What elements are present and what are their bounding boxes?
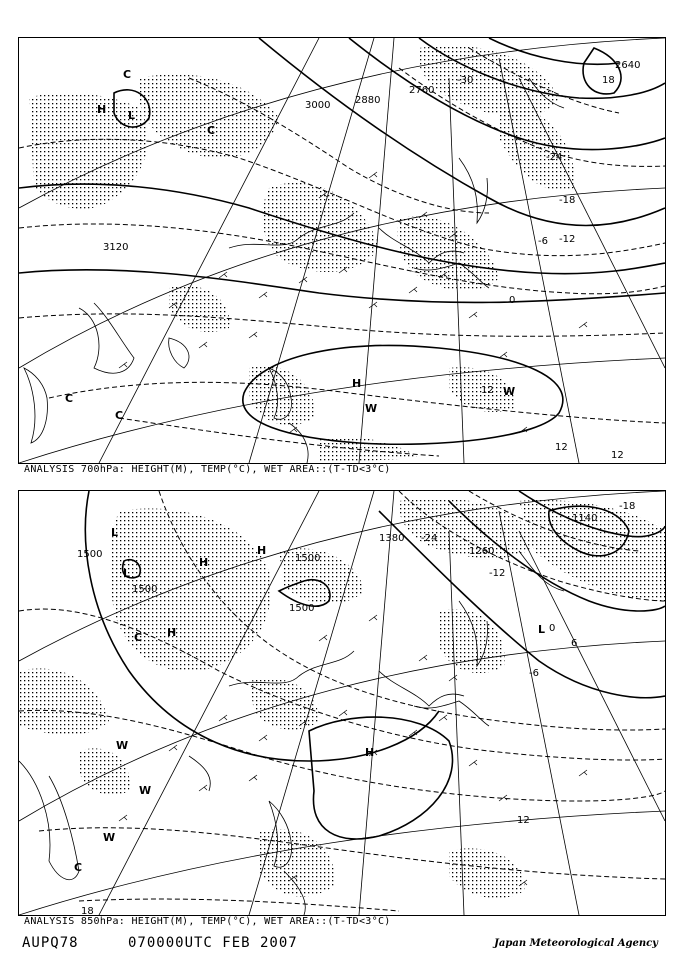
- center-marker: C: [74, 861, 83, 874]
- temp-label: 12: [611, 450, 624, 461]
- temp-label: 12: [555, 442, 568, 453]
- center-marker: L: [128, 109, 136, 122]
- height-label: 1500: [77, 549, 103, 560]
- height-label: 1380: [379, 533, 405, 544]
- height-label: 3000: [305, 100, 331, 111]
- temp-label: -12: [489, 568, 506, 579]
- height-label: 1500: [295, 553, 321, 564]
- center-marker: L: [538, 623, 546, 636]
- panel-700-caption: ANALYSIS 700hPa: HEIGHT(M), TEMP(°C), WET AREA::(T-TD<3°C): [24, 464, 391, 475]
- map-panel-850hpa: [18, 490, 666, 916]
- center-marker: H: [97, 103, 107, 116]
- temp-label: 18: [602, 75, 615, 86]
- map-700hpa-svg: [19, 38, 665, 463]
- center-marker: L: [123, 567, 131, 580]
- height-label: 1260: [469, 546, 495, 557]
- center-marker: W: [365, 402, 378, 415]
- agency-name: Japan Meteorological Agency: [494, 938, 658, 949]
- height-label: 1500: [289, 603, 315, 614]
- temp-label: 18: [81, 906, 94, 915]
- center-marker: H: [352, 377, 362, 390]
- center-marker: H: [365, 746, 375, 759]
- temp-label: -12: [559, 234, 576, 245]
- center-marker: C: [207, 124, 216, 137]
- temp-label: 12: [517, 815, 530, 826]
- panel-850-caption: ANALYSIS 850hPa: HEIGHT(M), TEMP(°C), WET AREA::(T-TD<3°C): [24, 916, 391, 927]
- center-marker: C: [115, 409, 124, 422]
- center-marker: W: [116, 739, 129, 752]
- center-marker: W: [139, 784, 152, 797]
- height-label: 1500: [132, 584, 158, 595]
- center-marker: H: [167, 626, 177, 639]
- temp-label: 0: [509, 295, 516, 306]
- height-label: 3120: [103, 242, 129, 253]
- map-850hpa-svg: [19, 491, 665, 915]
- height-label: 2640: [615, 60, 641, 71]
- temp-label: 6: [571, 638, 578, 649]
- center-marker: C: [65, 392, 74, 405]
- temp-label: -24: [421, 533, 438, 544]
- height-label: 1140: [572, 513, 598, 524]
- center-marker: L: [111, 526, 119, 539]
- center-marker: C: [123, 68, 132, 81]
- center-marker: W: [503, 385, 516, 398]
- map-panel-700hpa: [18, 37, 666, 464]
- product-code: AUPQ78: [22, 935, 79, 951]
- center-marker: C: [134, 631, 143, 644]
- temp-label: -18: [559, 195, 576, 206]
- center-marker: H: [199, 556, 209, 569]
- temp-label: -30: [457, 75, 474, 86]
- center-marker: W: [103, 831, 116, 844]
- temp-label: -24: [546, 152, 563, 163]
- valid-time: 070000UTC FEB 2007: [128, 935, 298, 951]
- center-marker: H: [257, 544, 267, 557]
- temp-label: -6: [529, 668, 539, 679]
- temp-label: -18: [619, 501, 636, 512]
- temp-label: -6: [538, 236, 548, 247]
- temp-label: 0: [549, 623, 556, 634]
- wet-area-shading: [29, 45, 575, 463]
- height-label: 2760: [409, 85, 435, 96]
- temp-label: 12: [481, 385, 494, 396]
- height-label: 2880: [355, 95, 381, 106]
